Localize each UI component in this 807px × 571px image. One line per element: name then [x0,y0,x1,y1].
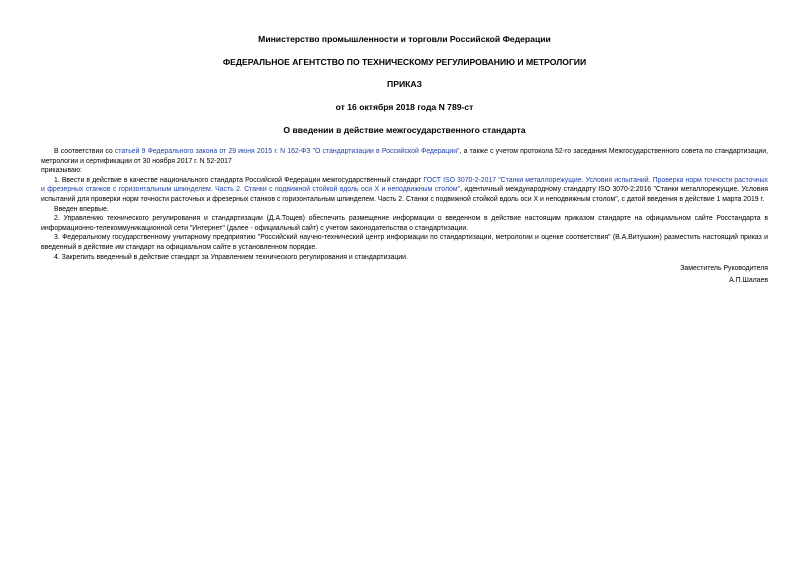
agency-heading: ФЕДЕРАЛЬНОЕ АГЕНТСТВО ПО ТЕХНИЧЕСКОМУ РЕГУЛИРОВАНИЮ И МЕТРОЛОГИИ [222,57,587,67]
ministry-heading: Министерство промышленности и торговли Российской Федерации [258,34,551,44]
introduced-first-note: Введен впервые. [54,205,109,213]
signatory-title: Заместитель Руководителя [680,265,768,273]
law-article-link[interactable]: статьей 9 Федерального закона от 29 июня 2015 г. N 162-ФЗ "О стандартизации в Российской Федерации" [114,148,460,155]
preamble-suffix: , а также с учетом протокола 52-го заседания Межгосударственного совета по стандартизации, метрологии и сертификации от 30 ноября 2017 г. N 52-2017 [41,148,768,165]
document-body [41,147,768,286]
item-1-paragraph [41,176,768,205]
preamble-prefix: В соответствии со [54,148,115,155]
item-3-paragraph: 3. Федеральному государственному унитарному предприятию "Российский научно-технический центр информации по стандартизации, метрологии и оценке соответствия" (В.А.Витушкин) разместить настоящий приказ и введенный в действие им стандарт на официальном сайте в установленном порядке. [41,234,768,251]
item-1-suffix: , идентичный международному стандарту ISO 3070-2:2016 "Станки металлорежущие. Условия испытаний для проверки норм точности расточных и фрезерных станков с горизонтальным шпинделем. Часть 2. Станки с подвижной стойкой вдоль оси X и неподвижным столом", с датой введения в действие 1 марта 2019 г. [41,186,768,203]
order-word: приказываю: [41,167,82,175]
item-1-prefix: 1. Ввести в действие в качестве национального стандарта Российской Федерации межгосударственный стандарт [54,176,424,184]
standard-link[interactable]: ГОСТ ISO 3070-2-2017 "Станки металлорежущие. Условия испытаний. Проверка норм точности расточных и фрезерных станков с горизонтальным шпинделем. Часть 2. Станки с подвижной стойкой вдоль оси X и неподвижным столом" [41,176,769,194]
subject-heading: О введении в действие межгосударственного стандарта [283,125,526,135]
date-number-heading: от 16 октября 2018 года N 789-ст [335,102,474,112]
preamble-paragraph [41,147,768,166]
doc-type-heading: ПРИКАЗ [387,79,422,89]
signatory-name: А.П.Шалаев [729,277,768,285]
item-4-paragraph: 4. Закрепить введенный в действие стандарт за Управлением технического регулирования и стандартизации. [54,253,408,261]
signature-block [41,263,768,286]
item-2-paragraph: 2. Управлению технического регулирования и стандартизации (Д.А.Тощев) обеспечить размещение информации о введенном в действие настоящим приказом стандарте на официальном сайте Росстандарта в информационно-телекоммуникационной сети "Интернет" (далее - официальный сайт) с учетом законодательства о стандартизации. [41,215,768,232]
